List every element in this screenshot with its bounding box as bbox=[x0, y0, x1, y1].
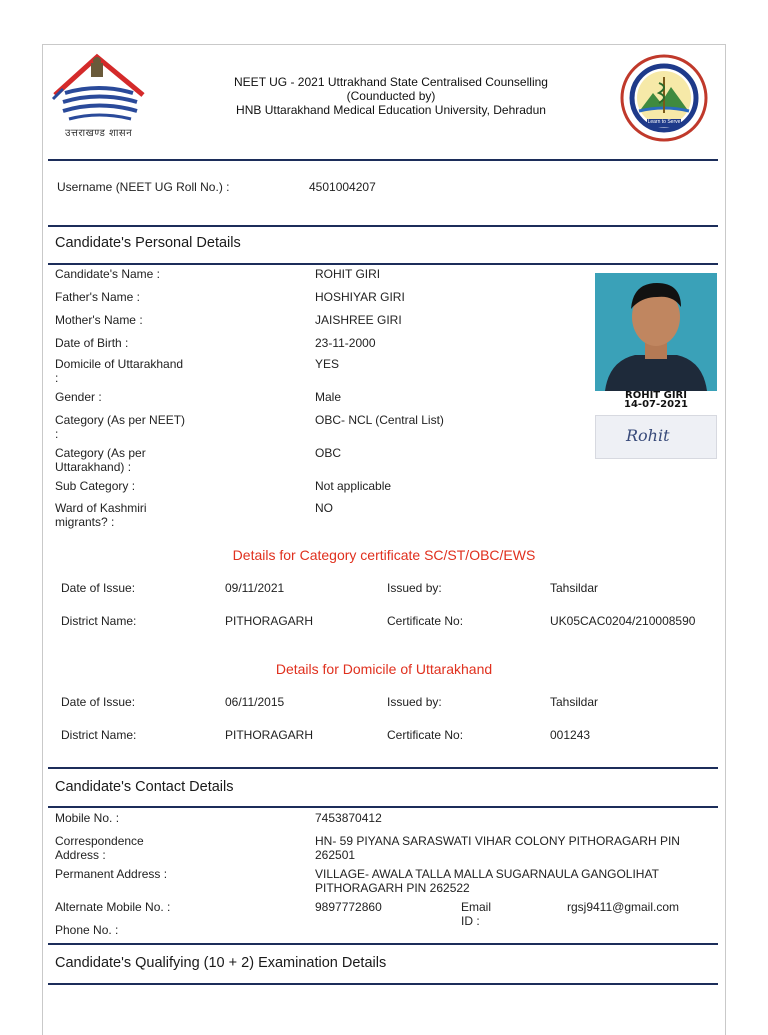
detail-label: Candidate's Name : bbox=[55, 267, 161, 281]
username-value: 4501004207 bbox=[309, 180, 376, 194]
header-line-2: (Counducted by) bbox=[346, 89, 436, 103]
candidate-photo-block bbox=[595, 273, 717, 463]
detail-value: YES bbox=[315, 357, 340, 371]
dom-issued-label: Issued by: bbox=[387, 695, 442, 709]
permanent-label: Permanent Address : bbox=[55, 867, 168, 881]
photo-caption bbox=[595, 391, 717, 411]
category-cert-title: Details for Category certificate SC/ST/OBC/EWS bbox=[232, 547, 536, 563]
candidate-signature bbox=[595, 415, 717, 459]
university-seal bbox=[619, 53, 709, 143]
permanent-value: VILLAGE- AWALA TALLA MALLA SUGARNAULA GANGOLIHAT PITHORAGARH PIN 262522 bbox=[315, 867, 659, 895]
detail-label: Category (As per NEET) : bbox=[55, 413, 186, 441]
section-divider bbox=[48, 806, 718, 808]
mobile-value: 7453870412 bbox=[315, 811, 382, 825]
logo-left-text: उत्तराखण्ड शासन bbox=[65, 128, 133, 139]
header-divider bbox=[48, 159, 718, 161]
dom-district-value: PITHORAGARH bbox=[225, 728, 314, 742]
section-divider bbox=[48, 225, 718, 227]
university-seal-icon bbox=[619, 53, 709, 143]
username-label: Username (NEET UG Roll No.) : bbox=[57, 180, 230, 194]
correspondence-label: Correspondence Address : bbox=[55, 834, 144, 862]
cat-district-label: District Name: bbox=[61, 614, 137, 628]
uttarakhand-emblem-icon bbox=[51, 49, 151, 129]
cat-date-label: Date of Issue: bbox=[61, 581, 136, 595]
cat-cert-label: Certificate No: bbox=[387, 614, 464, 628]
detail-label: Father's Name : bbox=[55, 290, 140, 304]
counselling-form bbox=[42, 44, 726, 1035]
detail-value: Not applicable bbox=[315, 479, 392, 493]
cat-issued-label: Issued by: bbox=[387, 581, 442, 595]
detail-value: ROHIT GIRI bbox=[315, 267, 381, 281]
domicile-cert-title: Details for Domicile of Uttarakhand bbox=[275, 661, 493, 677]
alt-mobile-value: 9897772860 bbox=[315, 900, 382, 914]
section-divider bbox=[48, 263, 718, 265]
signature-text: Rohit bbox=[626, 426, 670, 445]
seal-motto: Learn to Serve bbox=[647, 119, 681, 125]
email-label: Email ID : bbox=[461, 900, 492, 928]
cat-issued-value: Tahsildar bbox=[550, 581, 599, 595]
detail-label: Ward of Kashmiri migrants? : bbox=[55, 501, 147, 529]
person-photo-icon bbox=[595, 273, 717, 391]
photo-caption-name: ROHIT GIRI bbox=[625, 390, 687, 401]
dom-date-label: Date of Issue: bbox=[61, 695, 136, 709]
personal-details-title: Candidate's Personal Details bbox=[55, 235, 241, 251]
alt-mobile-label: Alternate Mobile No. : bbox=[55, 900, 171, 914]
dom-issued-value: Tahsildar bbox=[550, 695, 599, 709]
detail-label: Date of Birth : bbox=[55, 336, 129, 350]
mobile-label: Mobile No. : bbox=[55, 811, 120, 825]
cat-cert-value: UK05CAC0204/210008590 bbox=[550, 614, 696, 628]
detail-value: 23-11-2000 bbox=[315, 336, 376, 350]
section-divider bbox=[48, 943, 718, 945]
email-value: rgsj9411@gmail.com bbox=[567, 900, 680, 914]
header-line-1: NEET UG - 2021 Uttrakhand State Centralised Counselling bbox=[234, 75, 548, 89]
dom-district-label: District Name: bbox=[61, 728, 137, 742]
correspondence-value: HN- 59 PIYANA SARASWATI VIHAR COLONY PITHORAGARH PIN 262501 bbox=[315, 834, 680, 862]
detail-value: NO bbox=[315, 501, 333, 515]
dom-cert-label: Certificate No: bbox=[387, 728, 464, 742]
detail-label: Mother's Name : bbox=[55, 313, 143, 327]
qualifying-details-title: Candidate's Qualifying (10 + 2) Examination Details bbox=[55, 955, 387, 971]
contact-details-title: Candidate's Contact Details bbox=[55, 779, 234, 795]
detail-value: Male bbox=[315, 390, 342, 404]
detail-value: JAISHREE GIRI bbox=[315, 313, 402, 327]
header-line-3: HNB Uttarakhand Medical Education University, Dehradun bbox=[236, 103, 546, 117]
dom-date-value: 06/11/2015 bbox=[225, 695, 285, 709]
section-divider bbox=[48, 983, 718, 985]
cat-district-value: PITHORAGARH bbox=[225, 614, 314, 628]
uttarakhand-govt-logo bbox=[51, 49, 151, 145]
photo-caption-date: 14-07-2021 bbox=[624, 399, 688, 410]
cat-date-value: 09/11/2021 bbox=[225, 581, 285, 595]
header-title-block bbox=[193, 75, 589, 117]
detail-value: HOSHIYAR GIRI bbox=[315, 290, 405, 304]
detail-value: OBC- NCL (Central List) bbox=[315, 413, 444, 427]
section-divider bbox=[48, 767, 718, 769]
form-header bbox=[43, 45, 725, 157]
candidate-photo bbox=[595, 273, 717, 391]
detail-label: Gender : bbox=[55, 390, 102, 404]
detail-label: Sub Category : bbox=[55, 479, 136, 493]
phone-label: Phone No. : bbox=[55, 923, 119, 937]
detail-label: Category (As per Uttarakhand) : bbox=[55, 446, 146, 474]
detail-value: OBC bbox=[315, 446, 342, 460]
detail-label: Domicile of Uttarakhand : bbox=[55, 357, 184, 385]
dom-cert-value: 001243 bbox=[550, 728, 591, 742]
